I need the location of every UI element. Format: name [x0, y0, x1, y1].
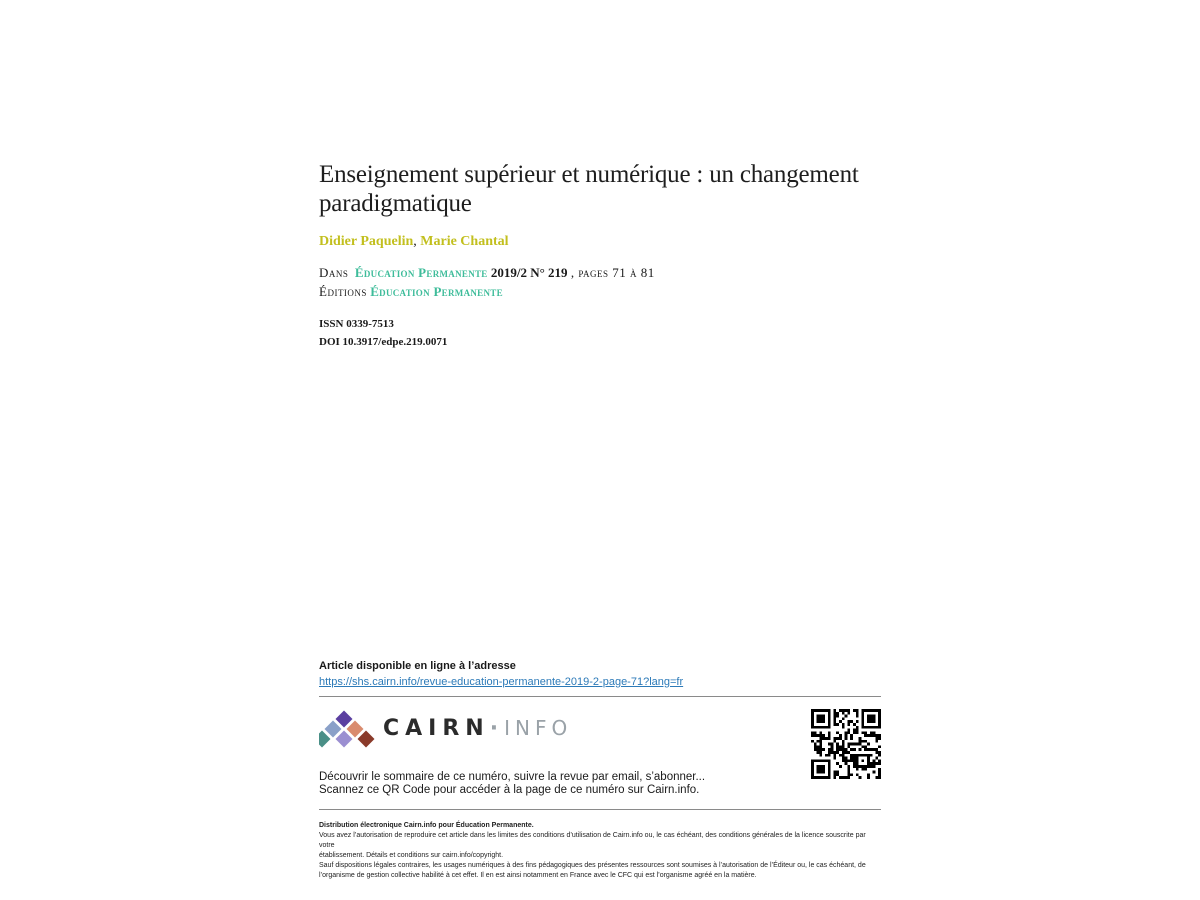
publisher-line — [319, 282, 881, 301]
discover-line: Découvrir le sommaire de ce numéro, suivre la revue par email, s’abonner... — [319, 771, 706, 783]
page-range: , pages 71 à 81 — [570, 265, 655, 280]
brand-row — [319, 703, 881, 789]
available-online-label: Article disponible en ligne à l’adresse — [319, 660, 516, 672]
issue-number: 2019/2 N° 219 — [490, 265, 568, 280]
article-url-link[interactable]: https://shs.cairn.info/revue-education-permanente-2019-2-page-71?lang=fr — [319, 676, 684, 688]
in-label: Dans — [319, 265, 349, 280]
issn: ISSN 0339-7513 — [319, 318, 394, 330]
legal-notice — [319, 821, 881, 881]
editions-label: Éditions — [319, 284, 367, 299]
divider — [319, 696, 881, 697]
legal-line: Vous avez l’autorisation de reproduire cet article dans les limites des conditions d’utilisation de Cairn.info ou, le cas échéant, des conditions générales de la licence souscrite par votre — [319, 832, 866, 849]
doi: DOI 10.3917/edpe.219.0071 — [319, 336, 448, 348]
brand-main: CAIRN — [383, 716, 490, 741]
cairn-footer — [319, 660, 881, 881]
journal-link[interactable]: Éducation Permanente — [354, 265, 488, 280]
author-list — [319, 234, 881, 250]
article-title: Enseignement supérieur et numérique : un changement paradigmatique — [319, 161, 859, 217]
qr-code-icon[interactable] — [811, 709, 881, 779]
discover-line: Scannez ce QR Code pour accéder à la page de ce numéro sur Cairn.info. — [319, 784, 700, 796]
identifiers — [319, 315, 881, 351]
author-link[interactable]: Marie Chantal — [420, 234, 509, 249]
article-header — [319, 160, 881, 351]
legal-line: établissement. Détails et conditions sur cairn.info/copyright. — [319, 852, 504, 859]
cairn-logo-icon — [319, 709, 379, 749]
author-link[interactable]: Didier Paquelin — [319, 234, 414, 249]
cairn-wordmark[interactable] — [383, 716, 572, 741]
legal-line: l’organisme de gestion collective habilité à cet effet. Il en est ainsi notamment en France avec le CFC qui est l’organisme agréé en la matière. — [319, 872, 757, 879]
author-separator: , — [413, 234, 417, 249]
legal-line: Sauf dispositions légales contraires, les usages numériques à des fins pédagogiques des présentes ressources sont soumises à l’autorisation de l’Éditeur ou, le cas échéant, de — [319, 862, 866, 869]
brand-dot: · — [489, 716, 505, 741]
divider — [319, 809, 881, 810]
legal-title: Distribution électronique Cairn.info pour Éducation Permanente. — [319, 822, 534, 829]
brand-suffix: INFO — [504, 716, 573, 740]
journal-line — [319, 263, 881, 282]
publisher-link[interactable]: Éducation Permanente — [370, 284, 503, 299]
